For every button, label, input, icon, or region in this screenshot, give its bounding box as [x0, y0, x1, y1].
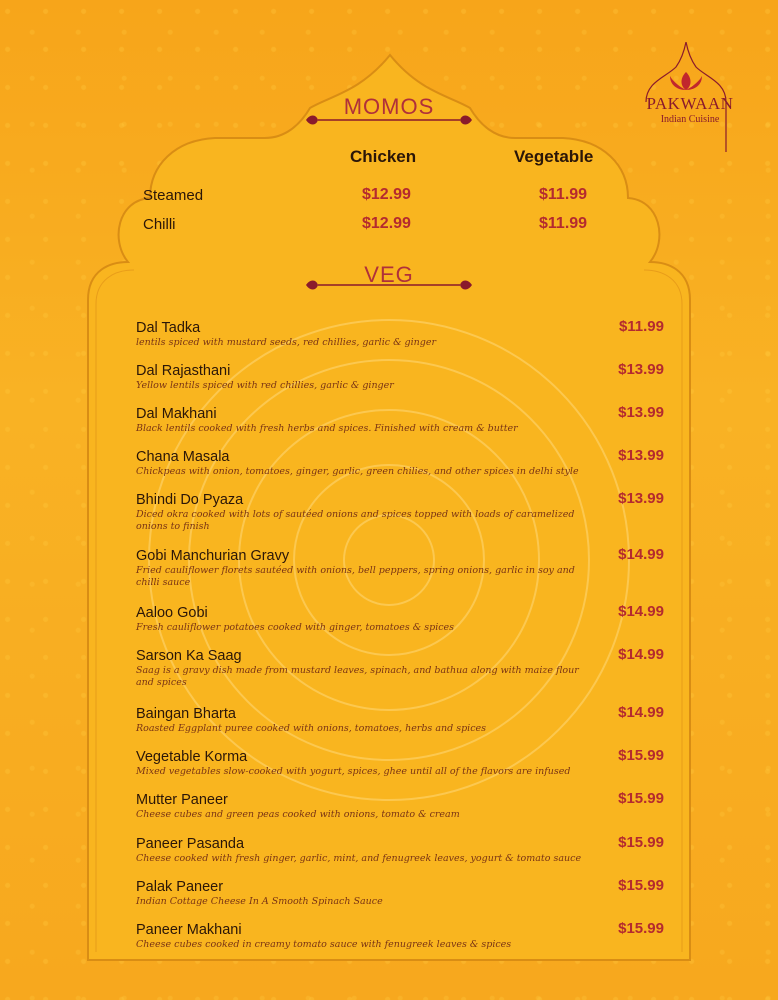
- item-name: Chana Masala: [136, 449, 230, 465]
- item-price: $15.99: [618, 834, 664, 851]
- veg-title: VEG: [364, 262, 414, 287]
- item-price: $13.99: [618, 447, 664, 464]
- item-description: Cheese cooked with fresh ginger, garlic, mint, and fenugreek leaves, yogurt & tomato sauce: [136, 853, 582, 864]
- item-name: Palak Paneer: [136, 879, 224, 895]
- item-description: Fried cauliflower florets sautéed with onions, bell peppers, spring onions, garlic in soy and chilli sauce: [136, 565, 575, 588]
- item-name: Paneer Pasanda: [136, 836, 245, 852]
- item-description: Fresh cauliflower potatoes cooked with ginger, tomatoes & spices: [136, 622, 455, 633]
- column-chicken: Chicken: [350, 147, 417, 166]
- menu-item: [136, 749, 666, 778]
- item-price: $13.99: [618, 490, 664, 507]
- item-description: Yellow lentils spiced with red chillies, garlic & ginger: [136, 380, 394, 391]
- menu-item: [136, 648, 666, 689]
- flourish-divider-icon: [304, 114, 474, 126]
- menu-item: [136, 406, 666, 435]
- flourish-divider-icon: [304, 279, 474, 291]
- momo-label: Steamed: [143, 187, 204, 204]
- item-name: Sarson Ka Saag: [136, 648, 242, 664]
- lotus-icon: [670, 72, 702, 90]
- item-price: $14.99: [618, 704, 664, 721]
- item-name: Vegetable Korma: [136, 749, 248, 765]
- menu-item: [136, 706, 666, 735]
- menu-item: [136, 492, 666, 533]
- momo-price-vegetable: $11.99: [539, 186, 588, 203]
- item-name: Dal Makhani: [136, 406, 217, 422]
- item-price: $14.99: [618, 546, 664, 563]
- item-description: Chickpeas with onion, tomatoes, ginger, garlic, green chilies, and other spices in delhi style: [136, 466, 579, 477]
- momo-price-chicken: $12.99: [362, 215, 411, 232]
- menu-item: [136, 792, 666, 821]
- menu-item: [136, 879, 666, 908]
- item-description: Cheese cubes and green peas cooked with onions, tomato & cream: [136, 809, 460, 820]
- item-description: Black lentils cooked with fresh herbs and spices. Finished with cream & butter: [136, 423, 518, 434]
- item-name: Dal Rajasthani: [136, 363, 231, 379]
- logo-name: PAKWAAN: [646, 94, 734, 113]
- item-name: Gobi Manchurian Gravy: [136, 548, 290, 564]
- item-name: Dal Tadka: [136, 320, 201, 336]
- item-price: $15.99: [618, 747, 664, 764]
- logo-subtitle: Indian Cuisine: [660, 114, 720, 125]
- item-name: Bhindi Do Pyaza: [136, 492, 244, 508]
- item-description: Cheese cubes cooked in creamy tomato sauce with fenugreek leaves & spices: [136, 939, 512, 950]
- item-price: $15.99: [618, 920, 664, 937]
- item-description: Mixed vegetables slow-cooked with yogurt, spices, ghee until all of the flavors are infused: [136, 766, 571, 777]
- momo-price-vegetable: $11.99: [539, 215, 588, 232]
- item-description: Diced okra cooked with lots of sautéed onions and spices topped with loads of caramelized onions to finish: [136, 509, 575, 532]
- item-description: Roasted Eggplant puree cooked with onions, tomatoes, herbs and spices: [136, 723, 487, 734]
- item-price: $11.99: [618, 318, 664, 335]
- item-price: $13.99: [618, 404, 664, 421]
- item-description: lentils spiced with mustard seeds, red chillies, garlic & ginger: [136, 337, 437, 348]
- item-description: Indian Cottage Cheese In A Smooth Spinach Sauce: [136, 896, 383, 907]
- menu-item: [136, 363, 666, 392]
- item-price: $14.99: [618, 603, 664, 620]
- item-price: $13.99: [618, 361, 664, 378]
- momo-label: Chilli: [143, 216, 176, 233]
- item-price: $14.99: [618, 646, 664, 663]
- item-name: Aaloo Gobi: [136, 605, 208, 621]
- menu-item: [136, 449, 666, 478]
- menu-item: [136, 548, 666, 589]
- momo-price-chicken: $12.99: [362, 186, 411, 203]
- item-price: $15.99: [618, 877, 664, 894]
- momos-title: MOMOS: [343, 94, 435, 119]
- menu-item: [136, 320, 666, 349]
- item-description: Saag is a gravy dish made from mustard leaves, spinach, and bathua along with maize flour and spices: [136, 665, 579, 688]
- item-name: Mutter Paneer: [136, 792, 228, 808]
- item-name: Baingan Bharta: [136, 706, 236, 722]
- menu-item: [136, 605, 666, 634]
- item-price: $15.99: [618, 790, 664, 807]
- column-vegetable: Vegetable: [514, 147, 594, 166]
- menu-item: [136, 836, 666, 865]
- item-name: Paneer Makhani: [136, 922, 242, 938]
- menu-item: [136, 922, 666, 951]
